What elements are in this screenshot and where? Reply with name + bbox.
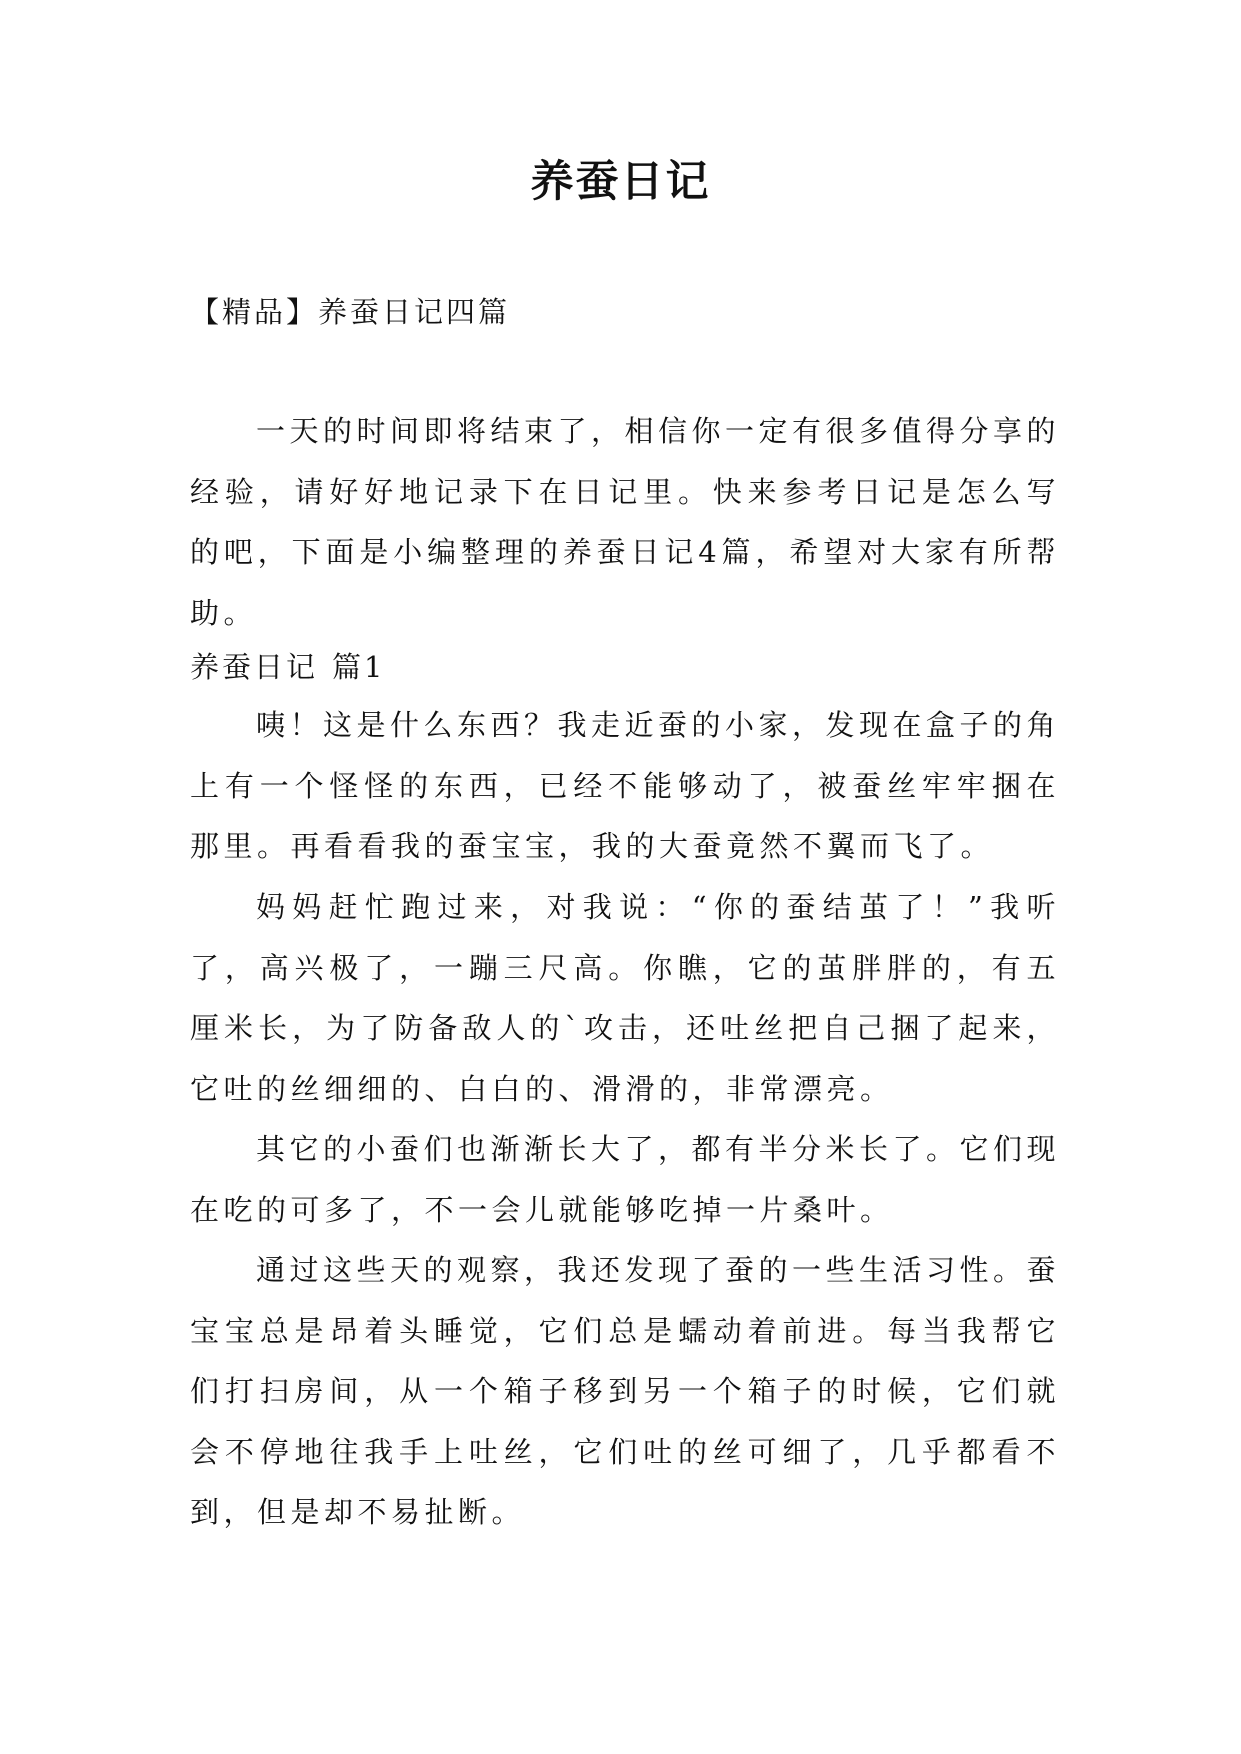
diary-paragraph: 妈妈赶忙跑过来，对我说：“你的蚕结茧了！”我听了，高兴极了，一蹦三尺高。你瞧，它的茧胖胖的，有五厘米长，为了防备敌人的`攻击，还吐丝把自己捆了起来，它吐的丝细细的、白白的、滑滑的，非常漂亮。 (190, 890, 1060, 1106)
document-subtitle: 【精品】养蚕日记四篇 (190, 295, 511, 329)
section-heading-name: 养蚕日记 (190, 650, 319, 684)
diary-paragraph: 通过这些天的观察，我还发现了蚕的一些生活习性。蚕宝宝总是昂着头睡觉，它们总是蠕动着前进。每当我帮它们打扫房间，从一个箱子移到另一个箱子的时候，它们就会不停地往我手上吐丝，它们吐的丝可细了，几乎都看不到，但是却不易扯断。 (190, 1253, 1061, 1529)
diary-paragraph: 咦！这是什么东西？我走近蚕的小家，发现在盒子的角上有一个怪怪的东西，已经不能够动了，被蚕丝牢牢捆在那里。再看看我的蚕宝宝，我的大蚕竟然不翼而飞了。 (190, 708, 1061, 863)
intro-paragraph: 一天的时间即将结束了，相信你一定有很多值得分享的经验，请好好地记录下在日记里。快来参考日记是怎么写的吧，下面是小编整理的养蚕日记4篇，希望对大家有所帮助。 (190, 414, 1061, 630)
section-heading (190, 645, 385, 689)
section-heading-number: 篇1 (332, 650, 386, 684)
diary-paragraph: 其它的小蚕们也渐渐长大了，都有半分米长了。它们现在吃的可多了，不一会儿就能够吃掉一片桑叶。 (190, 1132, 1061, 1227)
page-title: 养蚕日记 (530, 157, 711, 207)
